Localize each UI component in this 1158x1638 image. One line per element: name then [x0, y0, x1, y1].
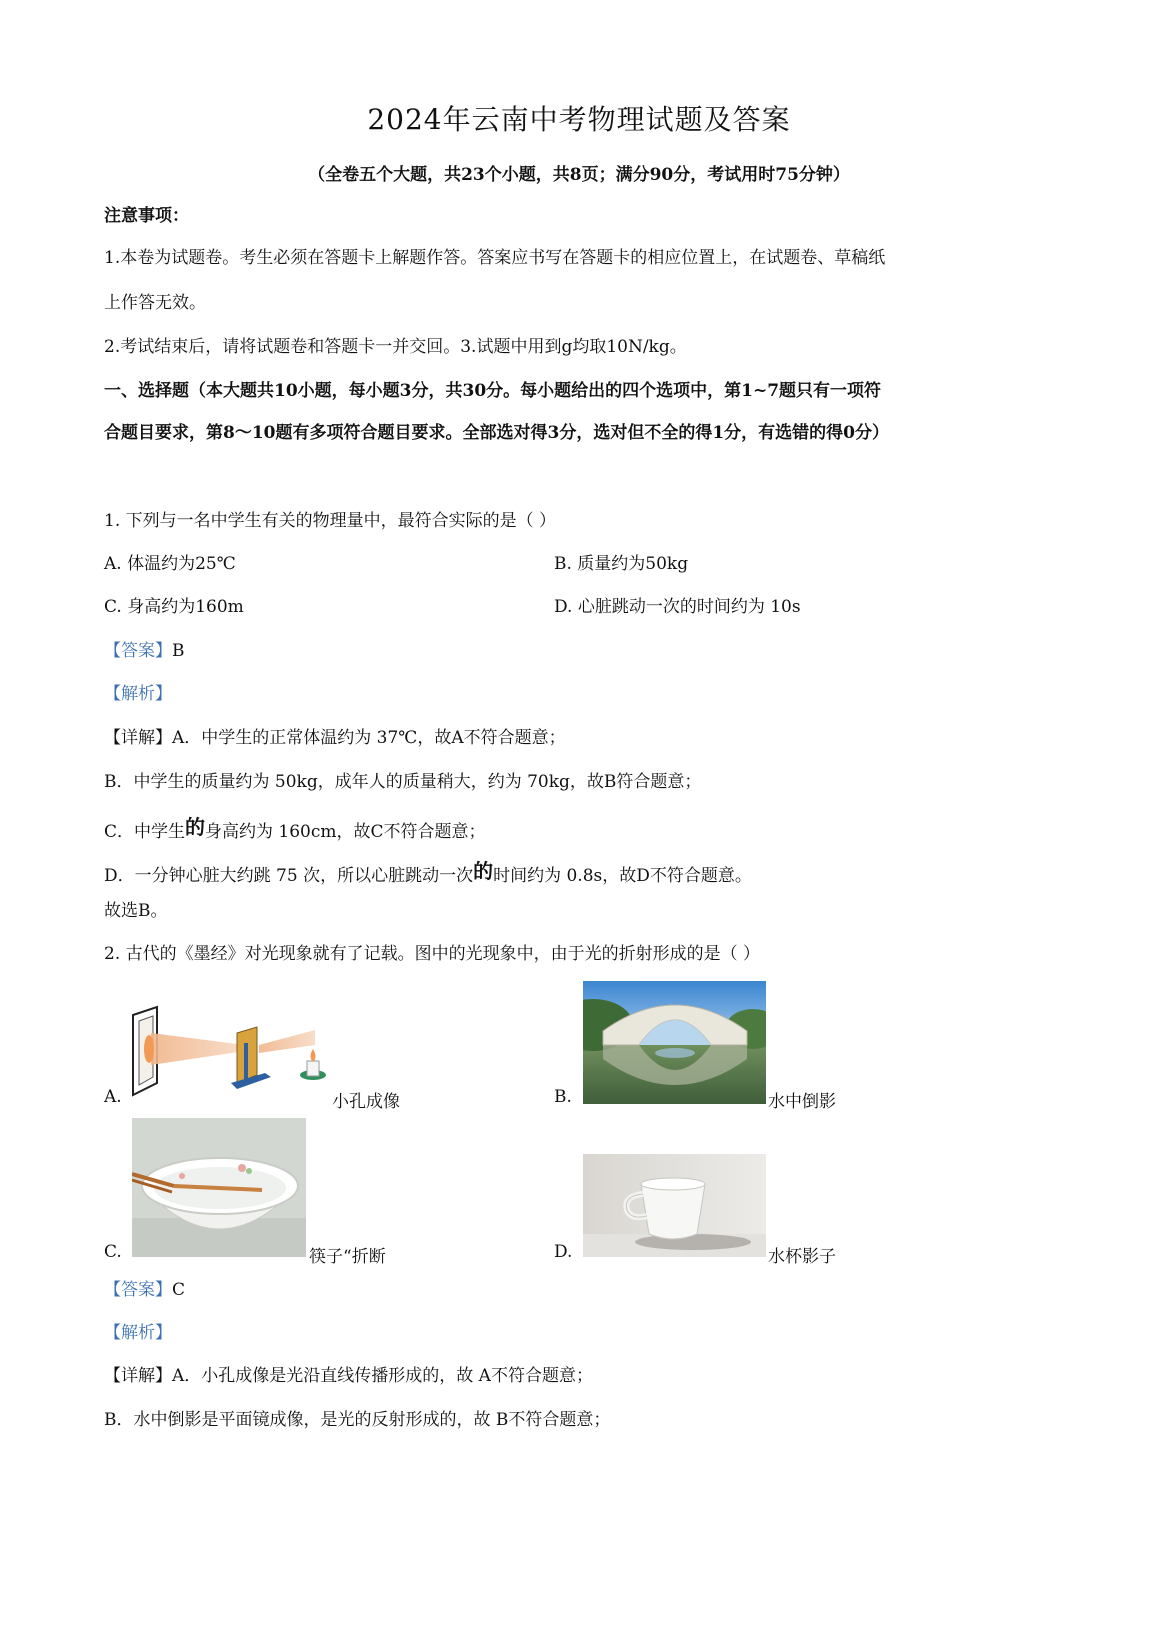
- answer-tag: 【答案】: [104, 641, 172, 661]
- q1-option-d: D. 心脏跳动一次的时间约为 10s: [554, 597, 801, 617]
- detail-a-text: A．中学生的正常体温约为 37℃，故A不符合题意；: [172, 728, 566, 748]
- section-1-line-2: 合题目要求，第8～10题有多项符合题目要求。全部选对得3分，选对但不全的得1分，有选错的得0分）: [104, 423, 889, 443]
- q2-option-d-letter: D.: [554, 1242, 573, 1262]
- q2-stem: 2. 古代的《墨经》对光现象就有了记载。图中的光现象中，由于光的折射形成的是（ ）: [104, 944, 761, 964]
- cup-shadow-image: [583, 1154, 766, 1257]
- q2-detail-a: [104, 1361, 593, 1386]
- page-title: 2024年云南中考物理试题及答案: [367, 103, 791, 136]
- q1-conclusion: 故选B。: [104, 901, 168, 921]
- q1-option-b: B. 质量约为50kg: [554, 554, 689, 574]
- notice-heading: 注意事项：: [104, 206, 189, 226]
- detail-c-big: 的: [185, 815, 206, 839]
- detail-c-pre: C．中学生: [104, 822, 186, 842]
- detail-d-big: 的: [473, 859, 494, 883]
- chopsticks-bowl-image: [132, 1118, 306, 1257]
- answer-tag: 【答案】: [104, 1280, 172, 1300]
- page-subtitle: （全卷五个大题，共23个小题，共8页；满分90分，考试用时75分钟）: [308, 165, 850, 185]
- q1-answer: [104, 636, 185, 661]
- detail-tag: 【详解】: [104, 1366, 172, 1386]
- detail-d-pre: D．一分钟心脏大约跳 75 次，所以心脏跳动一次: [104, 866, 474, 886]
- q1-option-c: C. 身高约为160m: [104, 597, 244, 617]
- detail-d-post: 时间约为 0.8s，故D不符合题意。: [493, 866, 752, 886]
- q2-option-c-caption: 筷子“折断: [309, 1247, 386, 1267]
- q1-stem: 1. 下列与一名中学生有关的物理量中，最符合实际的是（ ）: [104, 511, 557, 531]
- detail-c-post: 身高约为 160cm，故C不符合题意；: [205, 822, 486, 842]
- q1-analysis-tag: 【解析】: [104, 684, 172, 704]
- q2-option-a-letter: A.: [104, 1087, 122, 1107]
- q1-detail-a: [104, 723, 566, 748]
- q1-detail-b: B．中学生的质量约为 50kg，成年人的质量稍大，约为 70kg，故B符合题意；: [104, 772, 702, 792]
- pinhole-image: [125, 1005, 330, 1105]
- q2-option-b-letter: B.: [554, 1087, 572, 1107]
- detail-a-text: A．小孔成像是光沿直线传播形成的，故 A不符合题意；: [172, 1366, 593, 1386]
- q1-detail-d: [104, 855, 752, 886]
- answer-value: B: [172, 641, 185, 661]
- q2-analysis-tag: 【解析】: [104, 1323, 172, 1343]
- notice-line-1a: 1.本卷为试题卷。考生必须在答题卡上解题作答。答案应书写在答题卡的相应位置上，在试题卷、草稿纸: [104, 248, 886, 268]
- notice-line-1b: 上作答无效。: [104, 293, 206, 313]
- q2-option-d-caption: 水杯影子: [768, 1247, 836, 1267]
- answer-value: C: [172, 1280, 186, 1300]
- bridge-reflection-image: [583, 981, 766, 1104]
- q1-option-a: A. 体温约为25℃: [104, 554, 236, 574]
- notice-line-2: 2.考试结束后，请将试题卷和答题卡一并交回。3.试题中用到g均取10N/kg。: [104, 337, 687, 357]
- q2-answer: [104, 1275, 185, 1300]
- q1-detail-c: [104, 811, 486, 842]
- q2-option-a-caption: 小孔成像: [332, 1092, 400, 1112]
- detail-tag: 【详解】: [104, 728, 172, 748]
- q2-option-c-letter: C.: [104, 1242, 122, 1262]
- section-1-line-1: 一、选择题（本大题共10小题，每小题3分，共30分。每小题给出的四个选项中，第1~7题只有一项符: [104, 381, 882, 401]
- q2-detail-b: B．水中倒影是平面镜成像，是光的反射形成的，故 B不符合题意；: [104, 1410, 611, 1430]
- q2-option-b-caption: 水中倒影: [768, 1092, 836, 1112]
